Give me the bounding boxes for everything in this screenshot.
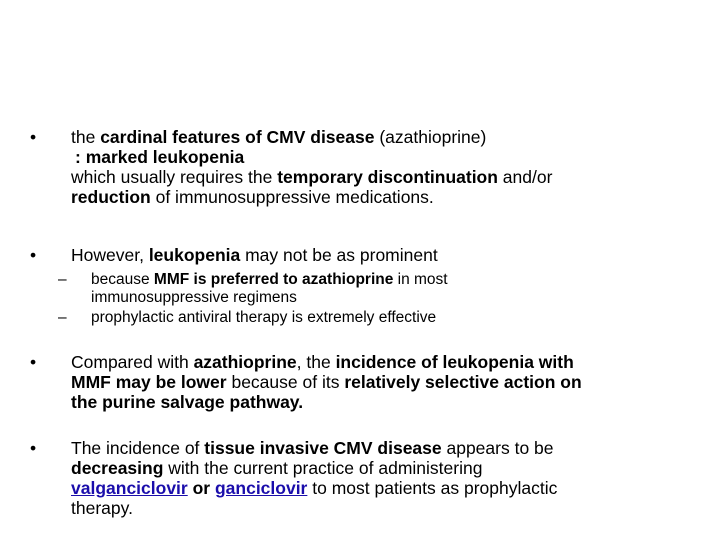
sub-bullet-mmf-preferred (58, 271, 670, 307)
bullet-line: the cardinal features of CMV disease (azathioprine) (71, 127, 487, 147)
bullet-line: which usually requires the temporary discontinuation and/or (71, 167, 553, 187)
bullet-mmf-comparison (30, 352, 670, 412)
bullet-line: Compared with azathioprine, the incidence of leukopenia with (71, 352, 574, 372)
bullet-leukopenia-prominence (30, 245, 670, 327)
bullet-line: However, leukopenia may not be as prominent (71, 245, 438, 265)
bullet-dot: • (30, 245, 37, 265)
bullet-line: the purine salvage pathway. (71, 392, 304, 412)
sub-bullet-line: immunosuppressive regimens (91, 289, 297, 306)
bullet-tissue-invasive-cmv (30, 438, 670, 518)
bullet-cmv-features (30, 127, 670, 207)
bullet-line: decreasing with the current practice of administering (71, 458, 483, 478)
sub-bullet-line: because MMF is preferred to azathioprine in most (91, 271, 448, 288)
bullet-dot: • (30, 438, 37, 458)
sub-bullet-dash: – (58, 271, 67, 288)
bullet-line: The incidence of tissue invasive CMV disease appears to be (71, 438, 554, 458)
sub-bullet-line: prophylactic antiviral therapy is extremely effective (91, 309, 437, 326)
ganciclovir-link[interactable]: ganciclovir (214, 478, 308, 498)
bullet-dot: • (30, 127, 37, 147)
valganciclovir-link[interactable]: valganciclovir (71, 478, 188, 498)
bullet-line: MMF may be lower because of its relatively selective action on (71, 372, 582, 392)
bullet-line: therapy. (71, 498, 133, 518)
sub-bullet-prophylactic (58, 309, 670, 327)
bullet-line: valganciclovir or ganciclovir to most patients as prophylactic (71, 478, 558, 498)
sub-bullet-dash: – (58, 309, 67, 326)
bullet-dot: • (30, 352, 37, 372)
bullet-line: : marked leukopenia (75, 147, 245, 167)
bullet-line: reduction of immunosuppressive medications. (71, 187, 434, 207)
